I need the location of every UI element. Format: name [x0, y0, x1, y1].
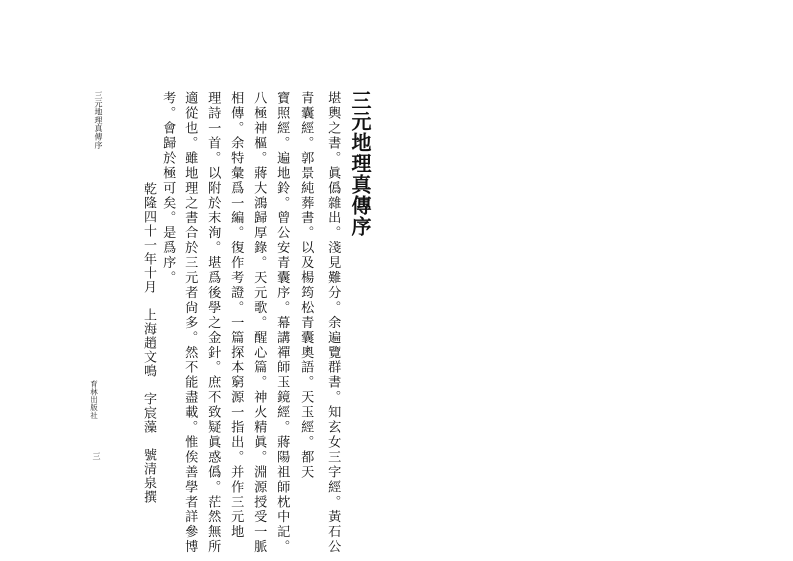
signature-line: 乾隆四十一年十月 上海趙文鳴 字宸藻 號清泉撰 [141, 182, 156, 504]
text-column-3: 寶照經。遍地鈴。曾公安青囊序。幕講禪師玉鏡經。蔣陽祖師枕中記。 [274, 91, 290, 555]
preface-title: 三元地理真傳序 [348, 90, 372, 237]
text-column-6: 理詩一首。以附於末洵。堪爲後學之金針。庶不致疑眞惑僞。茫然無所 [205, 91, 221, 555]
text-column-7: 適從也。雖地理之書合於三元者尙多。然不能盡載。惟俟善學者詳參博 [182, 91, 198, 555]
margin-page-number: 三 [92, 452, 101, 460]
text-column-8: 考。會歸於極可矣。是爲序。 [160, 91, 176, 286]
margin-book-title: 三元地理真傳序 [94, 91, 103, 150]
text-column-2: 青囊經。郭景純葬書。以及楊筠松青囊奧語。天玉經。都天 [298, 91, 314, 480]
margin-publisher: 育林出版社 [89, 380, 99, 419]
text-column-4: 八極神樞。蔣大鴻歸厚錄。天元歌。醒心篇。神火精眞。淵源授受一脈 [251, 91, 267, 555]
text-column-1: 堪輿之書。眞僞雜出。淺見難分。余遍覽群書。知玄女三字經。黃石公 [325, 91, 341, 555]
text-column-5: 相傳。余特彙爲一編。復作考證。一篇探本窮源一指出。并作三元地 [228, 91, 244, 540]
